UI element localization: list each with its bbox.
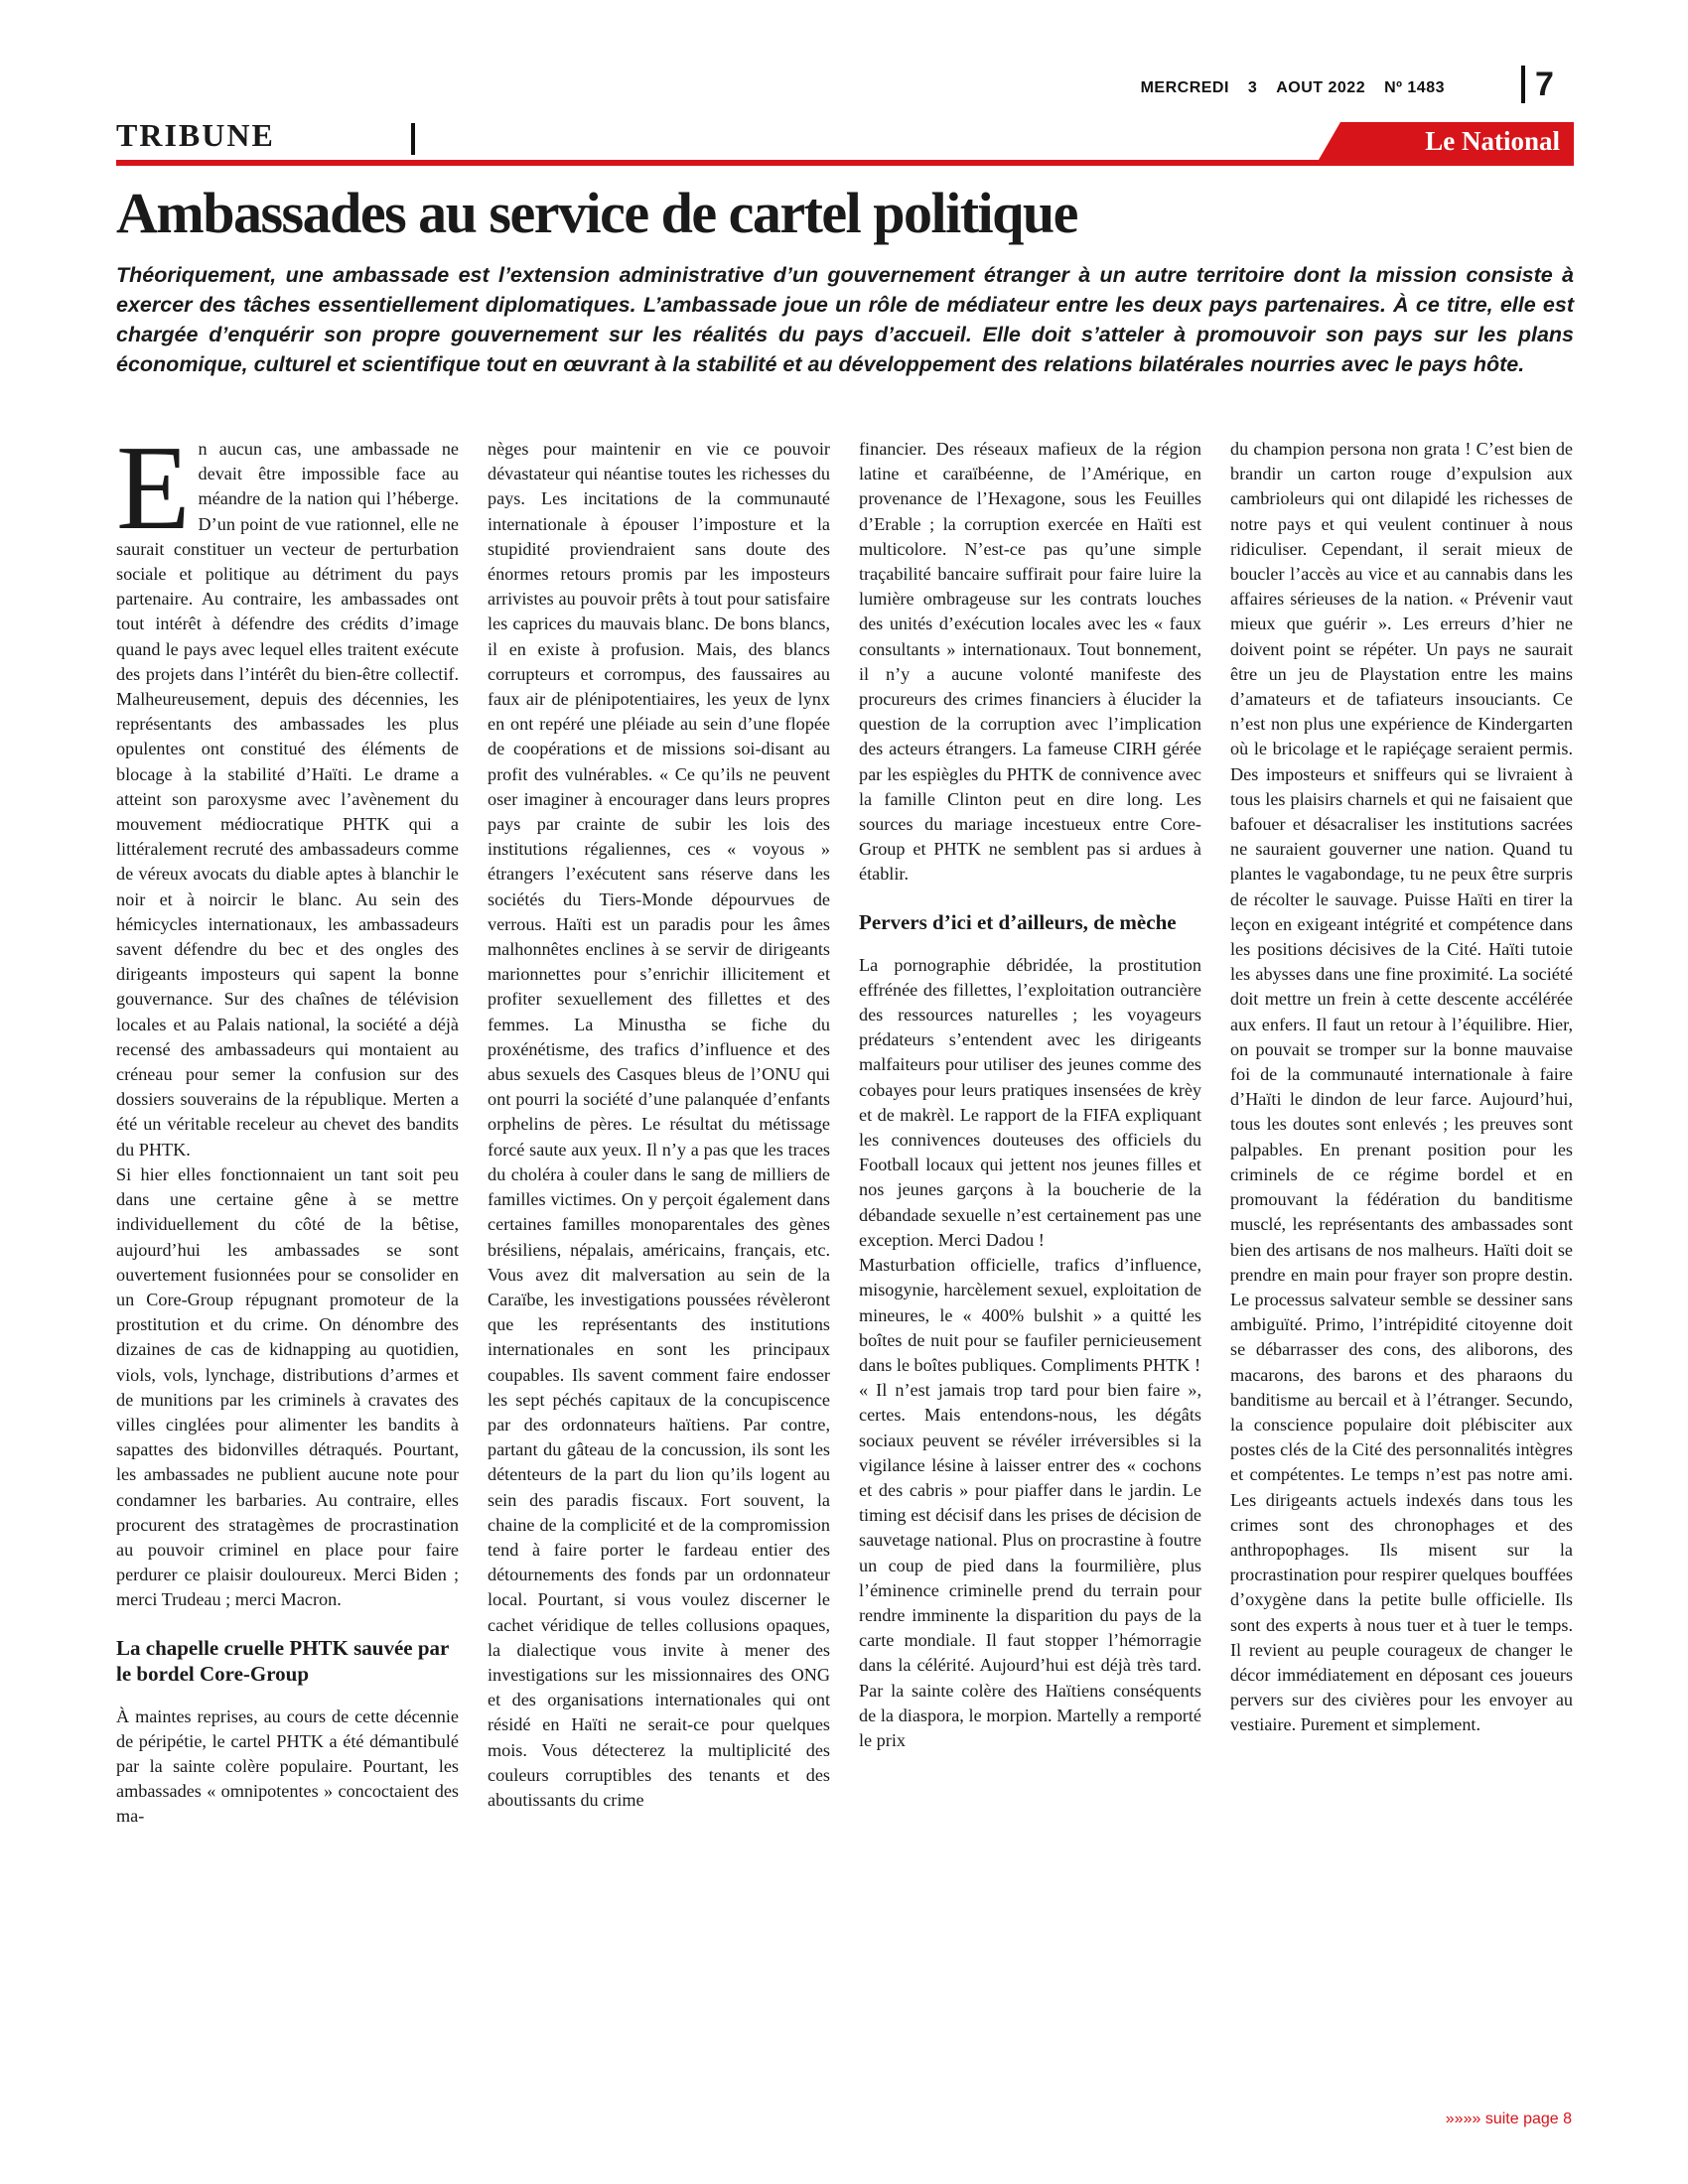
subheading: La chapelle cruelle PHTK sauvée par le bordel Core-Group <box>116 1635 449 1686</box>
section-divider <box>411 123 415 155</box>
paragraph: Masturbation officielle, trafics d’influence, misogynie, harcèlement sexuel, exploitation de mineures, le « 400% bulshit » a quitté les boîtes de nuit pour se faufiler pernicieusement dans le boîtes publiques. Compliments PHTK ! <box>859 1255 1201 1375</box>
paragraph: du champion persona non grata ! C’est bien de brandir un carton rouge d’expulsion aux cambrioleurs qui ont dilapidé les richesses de notre pays et qui veulent continuer à nous ridiculiser. Cependant, il serait mieux de boucler l’accès au vice et au cannabis dans les affaires sérieuses de la nation. « Prévenir vaut mieux que guérir ». Les erreurs d’hier ne doivent point se répéter. Un pays ne saurait être un jeu de Playstation entre les mains d’amateurs et de tafiateurs insouciants. Ce n’est non plus une expérience de Kindergarten où le bricolage et le rapiéçage seraient permis. Des imposteurs et sniffeurs qui se livraient à tous les plaisirs charnels et qui ne faisaient que bafouer et désacraliser les institutions sacrées ne sauraient gouverner une nation. Quand tu plantes le vagabondage, tu ne peux être surpris de récolter le sauvage. Puisse Haïti en tirer la leçon en exigeant intégrité et compétence dans les positions décisives de la Cité. Haïti tutoie les abysses dans une fine proximité. La société doit mettre un frein à cette descente accélérée aux enfers. Il faut un retour à l’équilibre. Hier, on pouvait se tromper sur la bonne mauvaise foi de la communauté internationale à faire d’Haïti le dindon de leur farce. Aujourd’hui, tous les doutes sont enlevés ; les preuves sont palpables. En prenant position pour les criminels de ce régime bordel et en promouvant la fédération du banditisme musclé, les représentants des ambassades sont bien des artisans de nos malheurs. Haïti doit se prendre en main pour frayer son propre destin. Le processus salvateur semble se dessiner sans ambiguïté. Primo, l’intrépidité citoyenne doit se débarrasser des cons, des aliborons, des macarons, des barons et des pharaons du banditisme au bercail et à l’étranger. Secundo, la conscience populaire doit plébisciter aux postes clés de la Cité des personnalités intègres et compétentes. Le temps n’est pas notre ami. Les dirigeants actuels indexés dans tous les crimes sont des chronophages et des anthropophages. Ils misent sur la procrastination pour respirer quelques bouffées d’oxygène dans la petite bulle officielle. Ils sont des experts à nous tuer et à tuer le temps. Il revient au peuple courageux de changer le décor immédiatement en déposant ces joueurs pervers sur des civières pour les envoyer au vestiaire. Purement et simplement. <box>1230 439 1573 1735</box>
paragraph: Si hier elles fonctionnaient un tant soit peu dans une certaine gêne à se mettre individuellement du côté de la bêtise, aujourd’hui les ambassades se sont ouvertement fusionnées pour se consolider en un Core-Group répugnant promoteur de la prostitution et du crime. On dénombre des dizaines de cas de kidnapping au quotidien, viols, vols, lynchage, distributions d’armes et de munitions par les criminels à cravates des villes cinglées pour alimenter les bandits à sapattes des bidonvilles détraqués. Pourtant, les ambassades ne publient aucune note pour condamner les barbaries. Au contraire, elles procurent des stratagèmes de procrastination au pouvoir criminel en place pour faire perdurer ce plaisir douloureux. Merci Biden ; merci Trudeau ; merci Macron. <box>116 1163 459 1610</box>
header-rule <box>116 160 1574 166</box>
article-column-3 <box>859 437 1201 1753</box>
article-headline: Ambassades au service de cartel politique <box>116 181 1077 245</box>
issue-date-number: 3 <box>1247 79 1258 96</box>
page-number: 7 <box>1521 66 1554 103</box>
issue-number: Nº 1483 <box>1384 79 1445 96</box>
article-column-2 <box>488 437 830 1813</box>
paragraph: À maintes reprises, au cours de cette décennie de péripétie, le cartel PHTK a été démantibulé par la sainte colère populaire. Pourtant, les ambassades « omnipotentes » concoctaient des ma- <box>116 1706 459 1827</box>
article-column-4 <box>1230 437 1573 1738</box>
paragraph: financier. Des réseaux mafieux de la région latine et caraïbéenne, de l’Amérique, en provenance de l’Hexagone, sous les Feuilles d’Erable ; la corruption exercée en Haïti est multicolore. N’est-ce pas qu’une simple traçabilité bancaire suffirait pour faire luire la lumière ombrageuse sur les contrats louches des unités d’exécution locales avec les « faux consultants » internationaux. Tout bonnement, il n’y a aucune volonté manifeste des procureurs des crimes financiers à élucider la question de la corruption avec l’implication des acteurs étrangers. La fameuse CIRH gérée par les espiègles du PHTK de connivence avec la famille Clinton peut en dire long. Les sources du mariage incestueux entre Core-Group et PHTK ne semblent pas si ardues à établir. <box>859 439 1201 885</box>
section-title: TRIBUNE <box>116 117 275 153</box>
paragraph: La pornographie débridée, la prostitution effrénée des fillettes, l’exploitation outrancière des ressources naturelles ; les voyageurs prédateurs s’entendent avec les dirigeants malfaiteurs pour utiliser des jeunes comme des cobayes pour leurs pratiques insensées de krèy et de makrèl. Le rapport de la FIFA expliquant les connivences douteuses des officiels du Football locaux qui jettent nos jeunes filles et nos jeunes garçons à la boucherie de la débandade sexuelle n’est certainement pas une exception. Merci Dadou ! <box>859 954 1201 1250</box>
publication-brand: Le National <box>1340 122 1574 160</box>
issue-day: MERCREDI <box>1140 79 1229 96</box>
paragraph: nèges pour maintenir en vie ce pouvoir dévastateur qui néantise toutes les richesses du pays. Les incitations de la communauté internationale à épouser l’imposture et la stupidité proviendraient sans doute des énormes retours promis par les imposteurs arrivistes au pouvoir prêts à tout pour satisfaire les caprices du mauvais blanc. De bons blancs, il en existe à profusion. Mais, des blancs corrupteurs et corrompus, des faussaires au faux air de plénipotentiaires, les yeux de lynx en ont repéré une pléiade au sein d’une flopée de coopérations et de missions soi-disant au profit des vulnérables. « Ce qu’ils ne peuvent oser imaginer à encourager dans leurs propres pays par crainte de subir les lois des institutions régaliennes, ces « voyous » étrangers l’exécutent sans réserve dans les sociétés du Tiers-Monde dépourvues de verrous. Haïti est un paradis pour les âmes malhonnêtes enclines à se servir de dirigeants marionnettes pour s’enrichir illicitement et profiter sexuellement des fillettes et des femmes. La Minustha se fiche du proxénétisme, des trafics d’influence et des abus sexuels des Casques bleus de l’ONU qui ont pourri la société d’une palanquée d’enfants orphelins de pères. Le résultat du métissage forcé saute aux yeux. Il n’y a pas que les traces du choléra à couler dans le sang de milliers de familles victimes. On y perçoit également dans certaines familles monoparentales des gènes brésiliens, népalais, américains, français, etc. Vous avez dit malversation au sein de la Caraïbe, les investigations poussées révèleront que les représentants des institutions internationales en sont les principaux coupables. Ils savent comment faire endosser les sept péchés capitaux de la concupiscence par des ordonnateurs haïtiens. Par contre, partant du gâteau de la concussion, ils sont les détenteurs de la part du lion qu’ils logent au sein des paradis fiscaux. Fort souvent, la chaine de la complicité et de la compromission tend à faire porter le fardeau entier des détournements des fonds par un ordonnateur local. Pourtant, si vous voulez discerner le cachet véridique de telles collusions opaques, la dialectique vous invite à mener des investigations sur les missionnaires des ONG et des organisations internationales qui ont résidé en Haïti ne serait-ce pour quelques mois. Vous détecterez la multiplicité des couleurs corruptibles des tenants et des aboutissants du crime <box>488 439 830 1810</box>
article-lede: Théoriquement, une ambassade est l’extension administrative d’un gouvernement étranger à un autre territoire dont la mission consiste à exercer des tâches essentiellement diplomatiques. L’ambassade joue un rôle de médiateur entre les deux pays partenaires. À ce titre, elle est chargée d’enquérir son propre gouvernement sur les réalités du pays d’accueil. Elle doit s’atteler à promouvoir son pays sur les plans économique, culturel et scientifique tout en œuvrant à la stabilité et au développement des relations bilatérales nourries avec le pays hôte. <box>116 263 1574 376</box>
subheading: Pervers d’ici et d’ailleurs, de mèche <box>859 909 1177 934</box>
drop-cap: E <box>116 421 191 555</box>
article-column-1 <box>116 421 459 1830</box>
continued-on-page-link[interactable]: »»»» suite page 8 <box>1445 2111 1572 2127</box>
dateline <box>1127 79 1445 97</box>
paragraph-text: n aucun cas, une ambassade ne devait être impossible face au méandre de la nation qui l’héberge. D’un point de vue rationnel, elle ne saurait constituer un vecteur de perturbation sociale et politique au détriment du pays partenaire. Au contraire, les ambassades ont tout intérêt à défendre des crédits d’image quand le pays avec lequel elles traitent exécute des projets dans l’intérêt du bien-être collectif. Malheureusement, depuis des décennies, les représentants des ambassades les plus opulentes ont constitué des éléments de blocage à la stabilité d’Haïti. Le drame a atteint son paroxysme avec l’avènement du mouvement médiocratique PHTK qui a littéralement recruté des ambassadeurs comme de véreux avocats du diable aptes à blanchir le noir et à noircir le blanc. Au sein des hémicycles internationaux, les ambassadeurs savent défendre du bec et des ongles des dirigeants imposteurs qui sapent la bonne gouvernance. Sur des chaînes de télévision locales et au Palais national, la société a déjà recensé des ambassadeurs qui montaient au créneau pour semer la confusion sur des dossiers souverains de la république. Merten a été un véritable receleur au chevet des bandits du PHTK. <box>116 439 459 1160</box>
issue-month-year: AOUT 2022 <box>1276 79 1366 96</box>
paragraph <box>116 421 459 1162</box>
paragraph: « Il n’est jamais trop tard pour bien faire », certes. Mais entendons-nous, les dégâts sociaux peuvent se révéler irréversibles si la vigilance lésine à laisser entrer des « cochons et des cabris » pour piaffer dans le jardin. Le timing est décisif dans les prises de décision de sauvetage national. Plus on procrastine à foutre un coup de pied dans la fourmilière, plus l’éminence criminelle prend du terrain pour rendre imminente la disparition du pays de la carte mondiale. Il faut stopper l’hémorragie dans la célérité. Aujourd’hui est déjà très tard. Par la sainte colère des Haïtiens conséquents de la diaspora, le morpion. Martelly a remporté le prix <box>859 1380 1201 1750</box>
